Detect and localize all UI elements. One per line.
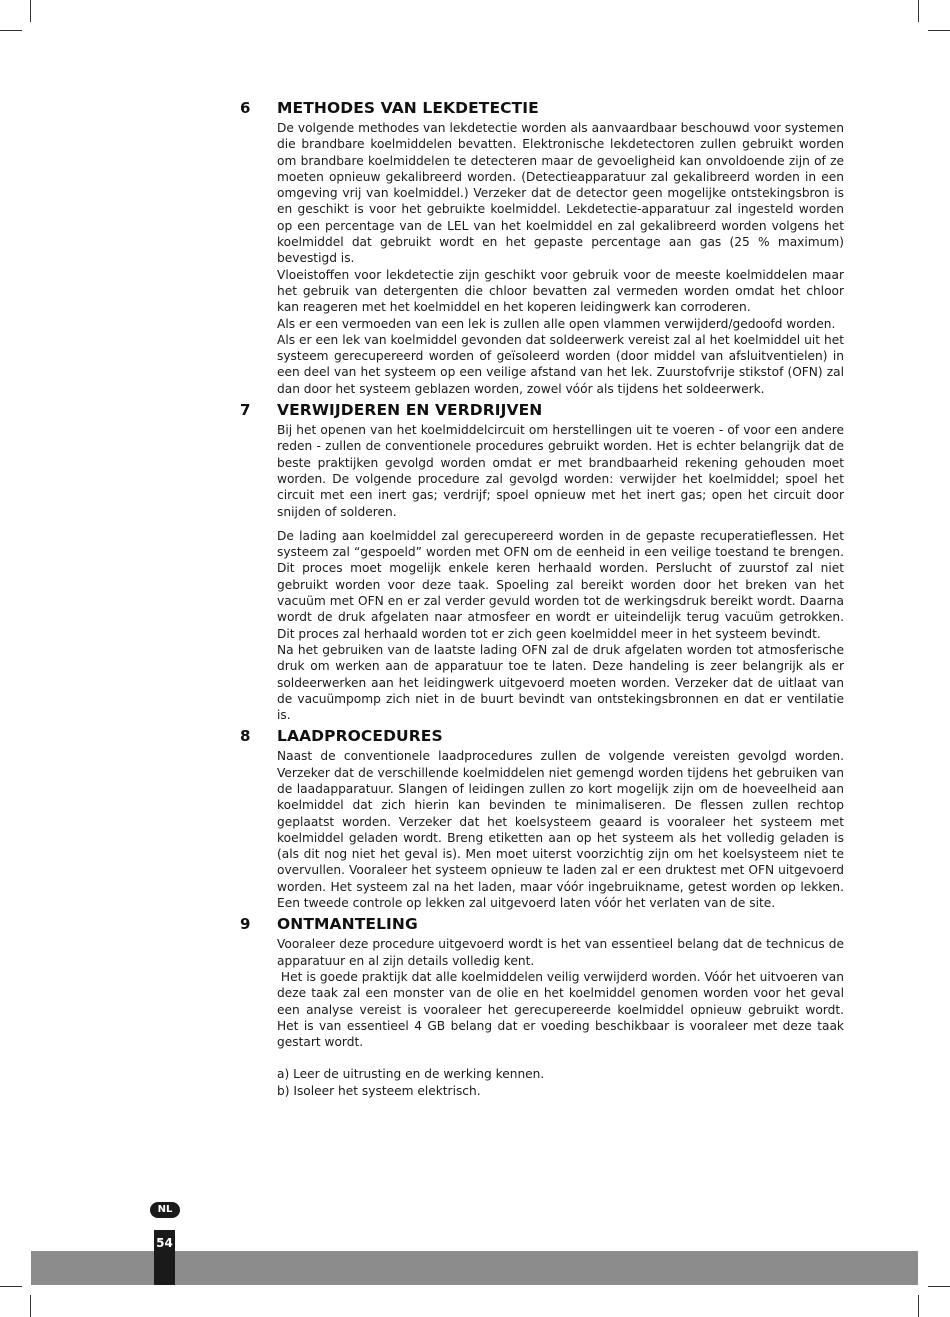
paragraph: De lading aan koelmiddel zal gerecupereerd worden in de gepaste recuperatieflessen. Het systeem zal “gespoeld” worden met OFN om de eenheid in een veilige toestand te brengen. Dit proces moet mogelijk enkele keren herhaald worden. Perslucht of zuurstof zal niet gebruikt worden voor deze taak. Spoeling zal bereikt worden door het breken van het vacuüm met OFN en er zal verder gevuld worden tot de werkingsdruk bereikt wordt. Daarna wordt de druk afgelaten naar atmosfeer en wordt er uiteindelijk terug vacuüm getrokken. Dit proces zal herhaald worden tot er zich geen koelmiddel meer in het systeem bevindt.	[277, 528, 844, 641]
section-number: 8	[240, 727, 251, 746]
section-body	[277, 748, 844, 911]
paragraph: Als er een vermoeden van een lek is zullen alle open vlammen verwijderd/gedoofd worden.	[277, 316, 836, 331]
crop-mark	[0, 1286, 22, 1287]
paragraph: De volgende methodes van lekdetectie worden als aanvaardbaar beschouwd voor systemen die brandbare koelmiddelen bevatten. Elektronische lekdetectoren zullen gebruikt worden om brandbare koelmiddelen te detecteren maar de gevoeligheid kan onvoldoende zijn of ze moeten opnieuw gekalibreerd worden. (Detectieapparatuur zal gekalibreerd worden in een omgeving vrij van koelmiddel.) Verzeker dat de detector geen mogelijke ontstekingsbron is en geschikt is voor het gebruikte koelmiddel. Lekdetectie-apparatuur zal ingesteld worden op een percentage van de LEL van het koelmiddel en zal gekalibreerd worden volgens het koelmiddel dat gebruikt wordt en het gepaste percentage aan gas (25 % maximum) bevestigd is.	[277, 121, 844, 266]
paragraph: Vooraleer deze procedure uitgevoerd wordt is het van essentieel belang dat de technicus de apparatuur en al zijn details volledig kent.	[277, 937, 844, 968]
section-title: ONTMANTELING	[277, 915, 418, 934]
section-title: VERWIJDEREN EN VERDRIJVEN	[277, 401, 543, 420]
section-number: 6	[240, 99, 251, 117]
paragraph: Naast de conventionele laadprocedures zullen de volgende vereisten gevolgd worden. Verzeker dat de verschillende koelmiddelen niet gemengd worden tijdens het gebruiken van de laadapparatuur. Slangen of leidingen zullen zo kort mogelijk zijn om de hoeveelheid aan koelmiddel dat zich hierin kan bevinden te minimaliseren. De flessen zullen rechtop geplaatst worden. Verzeker dat het koelsysteem geaard is vooraleer het systeem met koelmiddel geladen wordt. Breng etiketten aan op het systeem als het volledig geladen is (als dit nog niet het geval is). Men moet uiterst voorzichtig zijn om het koelsysteem niet te overvullen. Vooraleer het systeem opnieuw te laden zal er een druktest met OFN uitgevoerd worden. Het systeem zal na het laden, maar vóór ingebruikname, getest worden op lekken. Een tweede controle op lekken zal uitgevoerd laten vóór het verlaten van de site.	[277, 749, 844, 911]
paragraph: Vloeistoffen voor lekdetectie zijn geschikt voor gebruik voor de meeste koelmiddelen maar het gebruik van detergenten die chloor bevatten zal vermeden worden omdat het chloor kan reageren met het koelmiddel en het koperen leidingwerk kan corroderen.	[277, 267, 844, 315]
section-heading	[240, 915, 844, 936]
section-number: 7	[240, 401, 251, 420]
crop-mark	[918, 0, 919, 22]
section-title: METHODES VAN LEKDETECTIE	[277, 99, 539, 117]
paragraph: Het is goede praktijk dat alle koelmiddelen veilig verwijderd worden. Vóór het uitvoeren van deze taak zal een monster van de olie en het koelmiddel genomen worden voor het geval een analyse vereist is vooraleer het gerecupereerde koelmiddel opnieuw gebruikt wordt. Het is van essentieel 4 GB belang dat er voeding beschikbaar is vooraleer met deze taak gestart wordt.	[277, 969, 848, 1050]
paragraph: Bij het openen van het koelmiddelcircuit om herstellingen uit te voeren - of voor een andere reden - zullen de conventionele procedures gebruikt worden. Het is echter belangrijk dat de beste praktijken gevolgd worden omdat er met brandbaarheid rekening gehouden moet worden. De volgende procedure zal gevolgd worden: verwijder het koelmiddel; spoel het circuit met een inert gas; verdrijf; spoel opnieuw met het inert gas; open het circuit door snijden of solderen.	[277, 423, 844, 519]
crop-mark	[918, 1295, 919, 1317]
section-7	[240, 401, 844, 723]
paragraph: Na het gebruiken van de laatste lading OFN zal de druk afgelaten worden tot atmosferische druk om werken aan de apparatuur toe te laten. Deze handeling is zeer belangrijk als er soldeerwerken aan het leidingwerk uitgevoerd moeten worden. Verzeker dat de uitlaat van de vacuümpomp zich niet in de buurt bevindt van ontstekingsbronnen en dat er ventilatie is.	[277, 642, 844, 723]
crop-mark	[928, 1286, 950, 1287]
document-content	[240, 99, 848, 1099]
page-number: 54	[156, 1236, 173, 1250]
section-body	[277, 936, 848, 1099]
crop-mark	[30, 0, 31, 22]
section-heading	[240, 401, 844, 422]
section-6	[240, 99, 844, 397]
section-number: 9	[240, 915, 251, 934]
section-heading	[240, 99, 844, 120]
section-heading	[240, 727, 844, 748]
section-title: LAADPROCEDURES	[277, 727, 443, 746]
language-badge: NL	[150, 1202, 180, 1218]
list-item: a) Leer de uitrusting en de werking kennen.	[277, 1067, 545, 1082]
section-body	[277, 120, 844, 397]
crop-mark	[30, 1295, 31, 1317]
section-8	[240, 727, 844, 911]
section-9	[240, 915, 848, 1099]
crop-mark	[0, 30, 22, 31]
crop-mark	[928, 30, 950, 31]
list-item: b) Isoleer het systeem elektrisch.	[277, 1083, 481, 1098]
paragraph: Als er een lek van koelmiddel gevonden dat soldeerwerk vereist zal al het koelmiddel uit het systeem gerecupereerd worden of geïsoleerd worden (door middel van afsluitventielen) in een deel van het systeem op een veilige afstand van het lek. Zuurstofvrije stikstof (OFN) zal dan door het systeem geblazen worden, zowel vóór als tijdens het soldeerwerk.	[277, 332, 844, 396]
section-body	[277, 422, 844, 723]
